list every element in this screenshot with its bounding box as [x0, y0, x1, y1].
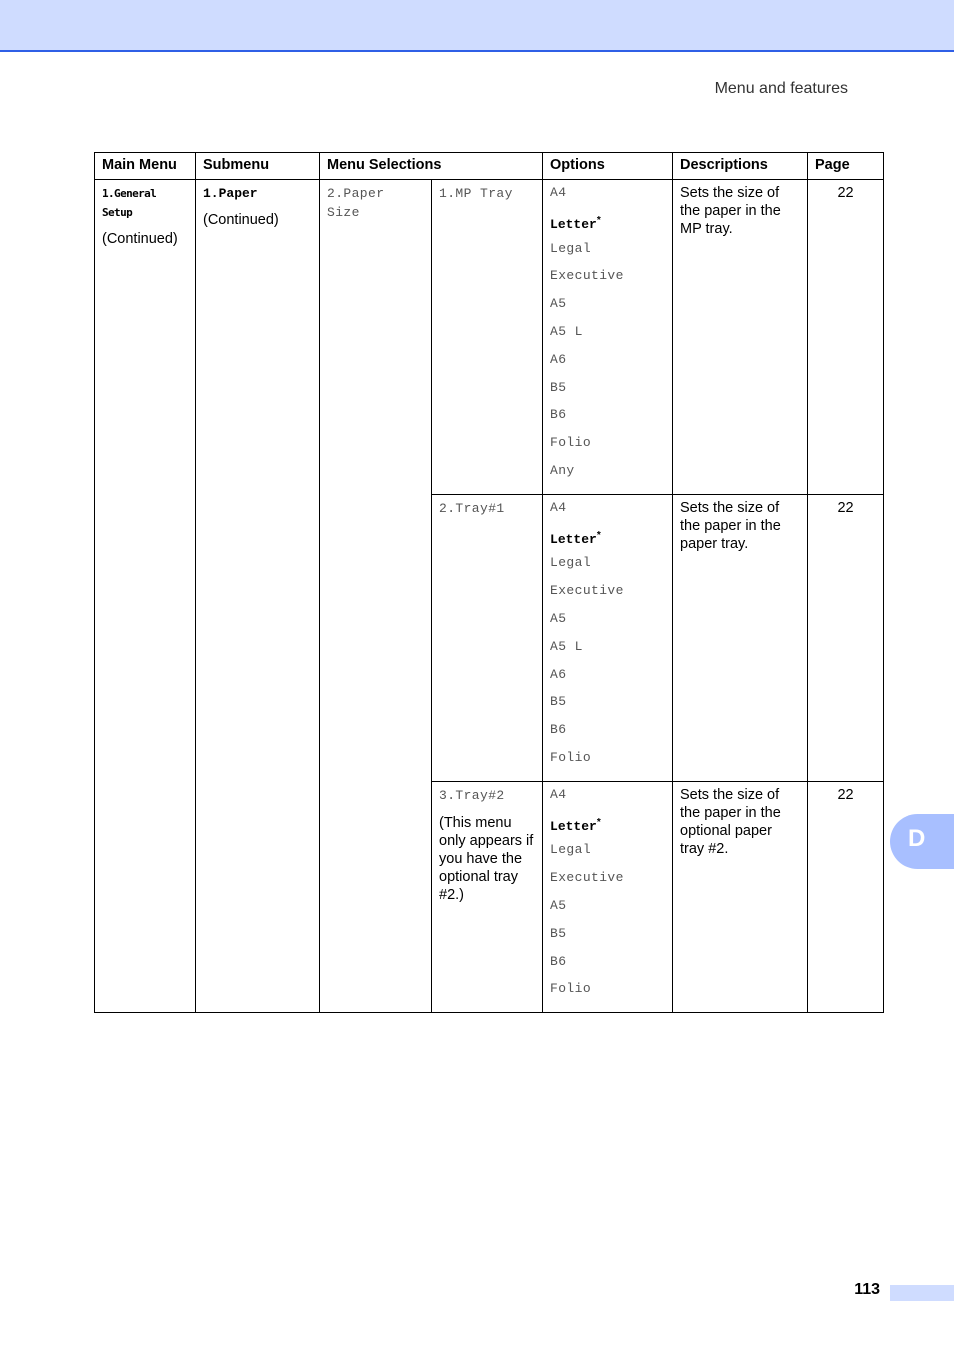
option-label: A4 [550, 499, 567, 515]
option-label: A5 L [550, 638, 583, 654]
option-item [550, 749, 665, 777]
option-item [550, 379, 665, 407]
page-cell [808, 494, 884, 781]
submenu-continued: (Continued) [203, 212, 279, 228]
options-list [550, 499, 665, 777]
option-label: Executive [550, 870, 624, 886]
option-label: B6 [550, 407, 567, 423]
option-item [550, 240, 665, 268]
option-item [550, 184, 665, 212]
options-list [550, 786, 665, 1008]
option-label: Legal [550, 555, 592, 571]
option-item [550, 841, 665, 869]
menu-table [94, 152, 884, 1013]
option-label: B5 [550, 694, 567, 710]
main-menu-continued: (Continued) [102, 231, 178, 247]
option-label: A5 L [550, 323, 583, 339]
column-header-descriptions: Descriptions [673, 153, 808, 180]
menu-selection-label: 2.Paper Size [327, 186, 385, 220]
option-label: Folio [550, 749, 592, 765]
default-marker: * [596, 529, 601, 541]
column-header-options: Options [543, 153, 673, 180]
option-item [550, 351, 665, 379]
option-item [550, 462, 665, 490]
table-header-row [95, 153, 884, 180]
subselection-cell [432, 494, 543, 781]
option-item [550, 786, 665, 814]
option-item [550, 869, 665, 897]
menu-selection-cell [320, 180, 432, 1013]
description-cell [673, 180, 808, 495]
page-cell [808, 180, 884, 495]
option-label: Legal [550, 842, 592, 858]
subselection-label: 1.MP Tray [439, 186, 513, 201]
options-cell [543, 180, 673, 495]
default-marker: * [596, 214, 601, 226]
option-label: B6 [550, 722, 567, 738]
submenu-label: 1.Paper [203, 186, 258, 201]
column-header-submenu: Submenu [196, 153, 320, 180]
main-menu-cell [95, 180, 196, 1013]
option-label: Letter [550, 216, 597, 232]
option-label: Folio [550, 435, 592, 451]
option-label: A5 [550, 897, 567, 913]
subselection-cell [432, 180, 543, 495]
page-reference: 22 [837, 786, 854, 803]
option-label: A4 [550, 786, 567, 802]
submenu-cell [196, 180, 320, 1013]
option-item [550, 212, 665, 240]
option-item [550, 582, 665, 610]
option-item [550, 925, 665, 953]
table-row [95, 180, 884, 495]
option-label: A6 [550, 351, 567, 367]
option-item [550, 434, 665, 462]
option-item [550, 554, 665, 582]
column-header-menu-selections: Menu Selections [320, 153, 543, 180]
page-reference: 22 [837, 499, 854, 516]
option-item [550, 527, 665, 555]
description-text: Sets the size of the paper in the MP tray. [680, 185, 781, 237]
options-cell [543, 781, 673, 1012]
subselection-cell [432, 781, 543, 1012]
option-label: Executive [550, 268, 624, 284]
options-list [550, 184, 665, 490]
option-label: Letter [550, 531, 597, 547]
option-label: A4 [550, 185, 567, 200]
option-label: Letter [550, 818, 597, 834]
option-label: B5 [550, 925, 567, 941]
header-band [0, 0, 954, 52]
option-label: Legal [550, 240, 592, 256]
option-item [550, 323, 665, 351]
option-item [550, 814, 665, 842]
subselection-label: 2.Tray#1 [439, 500, 505, 516]
default-marker: * [596, 816, 601, 828]
option-item [550, 953, 665, 981]
page-cell [808, 781, 884, 1012]
subselection-note: (This menu only appears if you have the optional tray #2.) [439, 814, 534, 903]
option-label: A6 [550, 666, 567, 682]
option-label: B6 [550, 953, 567, 969]
running-head: Menu and features [714, 80, 848, 97]
option-item [550, 721, 665, 749]
option-label: A5 [550, 610, 567, 626]
chapter-tab [890, 814, 954, 869]
chapter-tab-letter: D [908, 825, 926, 852]
option-item [550, 980, 665, 1008]
option-item [550, 666, 665, 694]
option-item [550, 897, 665, 925]
subselection-label: 3.Tray#2 [439, 787, 505, 803]
main-menu-label: 1.General Setup [102, 187, 157, 219]
description-cell [673, 781, 808, 1012]
option-item [550, 499, 665, 527]
option-label: Folio [550, 981, 592, 997]
description-text: Sets the size of the paper in the paper tray. [680, 499, 781, 552]
column-header-main-menu: Main Menu [95, 153, 196, 180]
page-number: 113 [854, 1281, 880, 1298]
option-item [550, 610, 665, 638]
column-header-page: Page [808, 153, 884, 180]
option-label: B5 [550, 379, 567, 395]
option-item [550, 638, 665, 666]
footer-strip [890, 1285, 954, 1301]
option-item [550, 406, 665, 434]
option-label: A5 [550, 296, 567, 312]
option-item [550, 295, 665, 323]
description-cell [673, 494, 808, 781]
option-label: Executive [550, 583, 624, 599]
options-cell [543, 494, 673, 781]
option-item [550, 693, 665, 721]
page-reference: 22 [837, 185, 854, 201]
option-label: Any [550, 462, 575, 478]
option-item [550, 267, 665, 295]
description-text: Sets the size of the paper in the optional paper tray #2. [680, 786, 781, 857]
